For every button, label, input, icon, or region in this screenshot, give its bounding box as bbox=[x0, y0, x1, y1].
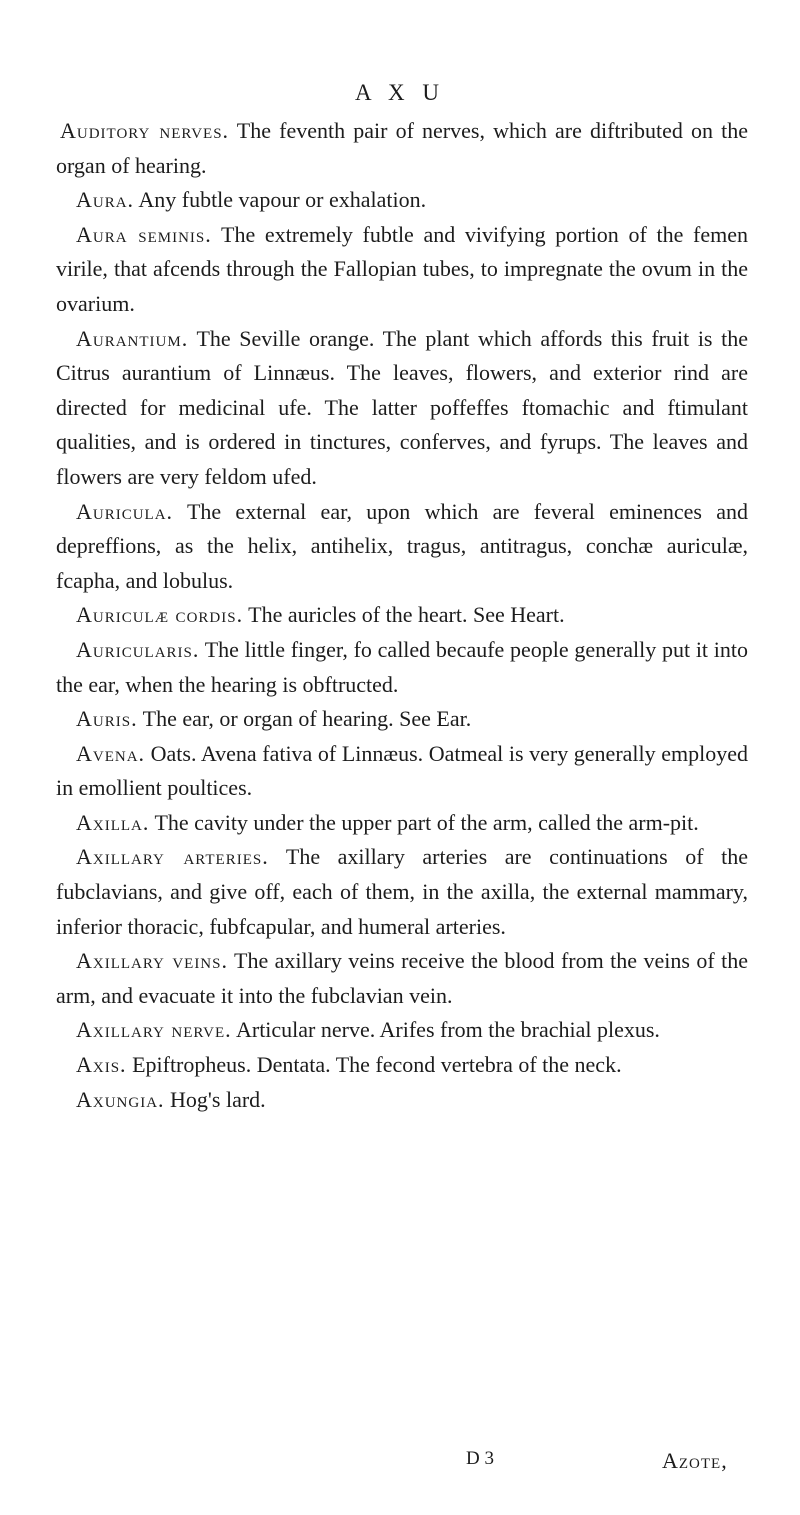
entry-avena bbox=[56, 737, 748, 806]
page-footer bbox=[0, 1448, 800, 1478]
entry-term: Axungia. bbox=[76, 1086, 165, 1112]
entry-term: Aura. bbox=[76, 187, 135, 213]
entry-term: Axillary nerve. bbox=[76, 1017, 232, 1043]
entry-text: The axillary veins receive the blood from the veins of the arm, and evacuate it into the fubclavian vein. bbox=[56, 948, 748, 1008]
entry-term: Axis. bbox=[76, 1052, 127, 1078]
entry-axillary-veins bbox=[56, 944, 748, 1013]
entry-text: The extremely fubtle and vivifying portion of the femen virile, that afcends through the Fallopian tubes, to impregnate the ovum in the ovarium. bbox=[56, 221, 748, 316]
entry-text: Epiftropheus. Dentata. The fecond vertebra of the neck. bbox=[126, 1052, 622, 1078]
entry-axis bbox=[56, 1048, 748, 1083]
entry-text: The external ear, upon which are feveral eminences and depreffions, as the helix, antihelix, tragus, antitragus, conchæ auriculæ, fcapha, and lobulus. bbox=[56, 498, 748, 593]
entry-auricula bbox=[56, 495, 748, 599]
entry-text: The axillary arteries are continuations of the fubclavians, and give off, each of them, in the axilla, the external mammary, inferior thoracic, fubfcapular, and humeral arteries. bbox=[56, 844, 748, 939]
entry-term: Auricularis. bbox=[76, 636, 200, 662]
entry-term: Auriculæ cordis. bbox=[76, 602, 244, 628]
entry-term: Axillary veins. bbox=[76, 948, 228, 974]
entry-auris bbox=[56, 702, 748, 737]
entry-term: Avena. bbox=[76, 740, 146, 766]
entry-text: The cavity under the upper part of the arm, called the arm-pit. bbox=[149, 809, 699, 835]
entry-term: Aurantium. bbox=[76, 325, 189, 351]
entry-term: Auditory nerves. bbox=[60, 118, 230, 143]
entry-axillary-arteries bbox=[56, 840, 748, 944]
entry-axungia bbox=[56, 1083, 748, 1118]
catchword: Azote, bbox=[662, 1448, 728, 1473]
signature-mark: D 3 bbox=[466, 1448, 494, 1469]
entry-auriculae-cordis bbox=[56, 598, 748, 633]
entry-text: The auricles of the heart. See Heart. bbox=[243, 602, 565, 628]
entry-aurantium bbox=[56, 322, 748, 495]
entry-axilla bbox=[56, 806, 748, 841]
entry-auricularis bbox=[56, 633, 748, 702]
entry-text: The feventh pair of nerves, which are diftributed on the organ of hearing. bbox=[56, 118, 748, 178]
entry-term: Auricula. bbox=[76, 498, 174, 524]
running-header: A X U bbox=[354, 80, 446, 105]
dictionary-entries bbox=[56, 114, 748, 1117]
entry-term: Axillary arteries. bbox=[76, 844, 269, 870]
entry-auditory-nerves bbox=[56, 114, 748, 183]
entry-text: Any fubtle vapour or exhalation. bbox=[134, 187, 427, 213]
entry-text: The Seville orange. The plant which affords this fruit is the Citrus aurantium of Linnæus. The leaves, flowers, and exterior rind are directed for medicinal ufe. The latter poffeffes ftomachic and ftimulant qualities, and is ordered in tinctures, conferves, and fyrups. The leaves and flowers are very feldom ufed. bbox=[56, 325, 748, 489]
entry-text: Hog's lard. bbox=[164, 1086, 266, 1112]
entry-text: The ear, or organ of hearing. See Ear. bbox=[137, 706, 472, 732]
entry-term: Auris. bbox=[76, 706, 138, 732]
entry-aura bbox=[56, 183, 748, 218]
entry-term: Aura seminis. bbox=[76, 221, 212, 247]
entry-text: Oats. Avena fativa of Linnæus. Oatmeal is very generally employed in emollient poultices. bbox=[56, 740, 748, 801]
entry-aura-seminis bbox=[56, 218, 748, 322]
entry-text: The little finger, fo called becaufe people generally put it into the ear, when the hearing is obftructed. bbox=[56, 636, 748, 697]
entry-text: Articular nerve. Arifes from the brachial plexus. bbox=[231, 1017, 660, 1043]
entry-axillary-nerve bbox=[56, 1013, 748, 1048]
entry-term: Axilla. bbox=[76, 809, 150, 835]
